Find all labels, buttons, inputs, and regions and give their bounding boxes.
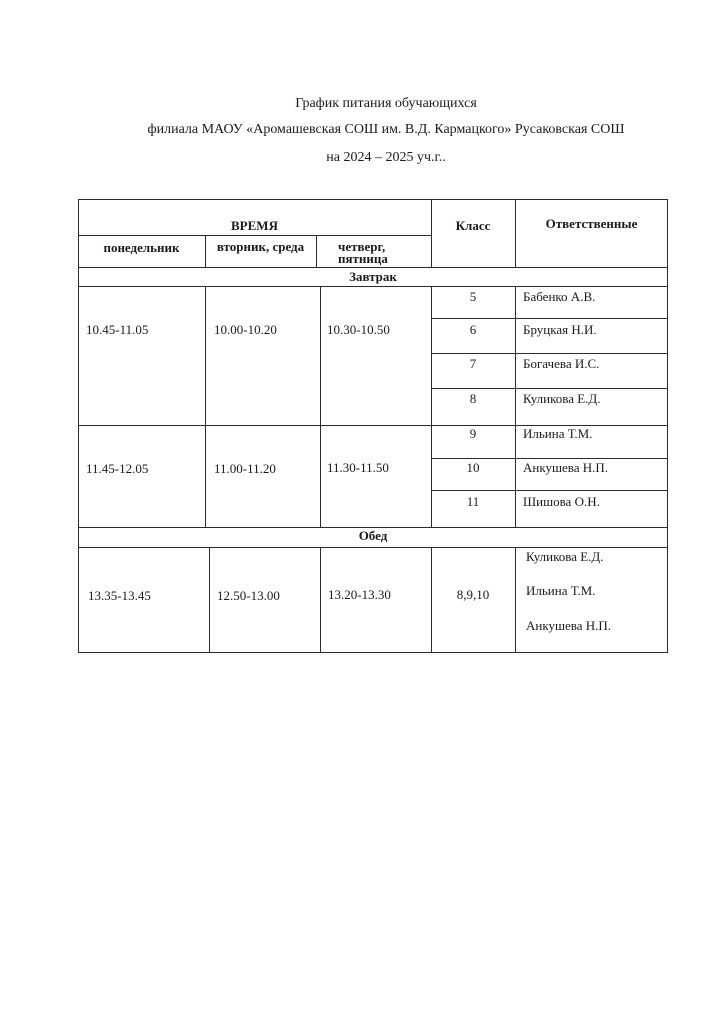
table-line bbox=[431, 458, 668, 459]
table-line bbox=[515, 547, 516, 652]
time-monday: 13.35-13.45 bbox=[88, 588, 151, 603]
header-responsible: Ответственные bbox=[545, 216, 638, 231]
responsible-cell: Анкушева Н.П. bbox=[523, 460, 609, 475]
table-border-top bbox=[78, 199, 668, 200]
responsible-cell: Ильина Т.М. bbox=[523, 426, 593, 441]
table-line bbox=[316, 235, 317, 267]
class-cell: 7 bbox=[469, 356, 477, 371]
time-thu-fri: 13.20-13.30 bbox=[328, 587, 391, 602]
table-line bbox=[78, 547, 668, 548]
time-tue-wed: 10.00-10.20 bbox=[214, 322, 277, 337]
table-line bbox=[431, 353, 668, 354]
time-monday: 11.45-12.05 bbox=[86, 461, 149, 476]
class-cell: 9 bbox=[469, 426, 477, 441]
table-line bbox=[205, 286, 206, 527]
header-time: ВРЕМЯ bbox=[231, 218, 278, 233]
table-line bbox=[431, 318, 668, 319]
class-cell: 8,9,10 bbox=[456, 587, 490, 602]
table-border-left bbox=[78, 199, 79, 653]
responsible-cell: Бруцкая Н.И. bbox=[523, 322, 597, 337]
time-thu-fri: 11.30-11.50 bbox=[327, 460, 389, 475]
section-breakfast: Завтрак bbox=[349, 269, 397, 284]
table-border-bottom bbox=[78, 652, 668, 653]
table-line bbox=[78, 235, 431, 236]
header-class: Класс bbox=[455, 218, 491, 233]
class-cell: 8 bbox=[469, 391, 477, 406]
table-border-right bbox=[667, 199, 668, 653]
responsible-cell: Богачева И.С. bbox=[523, 356, 600, 371]
responsible-cell: Бабенко А.В. bbox=[523, 289, 596, 304]
responsible-cell: Анкушева Н.П. bbox=[526, 618, 612, 633]
school-year: на 2024 – 2025 уч.г.. bbox=[326, 150, 446, 165]
table-line bbox=[78, 267, 668, 268]
document-title: График питания обучающихся bbox=[295, 96, 477, 111]
table-line bbox=[431, 490, 668, 491]
time-tue-wed: 12.50-13.00 bbox=[217, 588, 280, 603]
header-tue-wed: вторник, среда bbox=[216, 239, 305, 254]
table-line bbox=[515, 286, 516, 527]
header-monday: понедельник bbox=[103, 240, 180, 255]
responsible-cell: Куликова Е.Д. bbox=[523, 391, 601, 406]
time-thu-fri: 10.30-10.50 bbox=[327, 322, 390, 337]
header-thu-fri: четверг, пятница bbox=[338, 239, 388, 266]
responsible-cell: Куликова Е.Д. bbox=[526, 549, 604, 564]
class-cell: 5 bbox=[469, 289, 477, 304]
table-line bbox=[515, 199, 516, 267]
table-line bbox=[320, 547, 321, 652]
section-lunch: Обед bbox=[358, 528, 388, 543]
table-line bbox=[78, 286, 668, 287]
responsible-cell: Ильина Т.М. bbox=[526, 583, 596, 598]
class-cell: 6 bbox=[469, 322, 477, 337]
table-line bbox=[431, 388, 668, 389]
table-line bbox=[431, 199, 432, 267]
class-cell: 10 bbox=[466, 460, 480, 475]
responsible-cell: Шишова О.Н. bbox=[523, 494, 600, 509]
time-monday: 10.45-11.05 bbox=[86, 322, 149, 337]
table-line bbox=[209, 547, 210, 652]
time-tue-wed: 11.00-11.20 bbox=[214, 461, 276, 476]
table-line bbox=[320, 286, 321, 527]
document-subtitle: филиала МАОУ «Аромашевская СОШ им. В.Д. Кармацкого» Русаковская СОШ bbox=[147, 122, 625, 137]
class-cell: 11 bbox=[466, 494, 480, 509]
